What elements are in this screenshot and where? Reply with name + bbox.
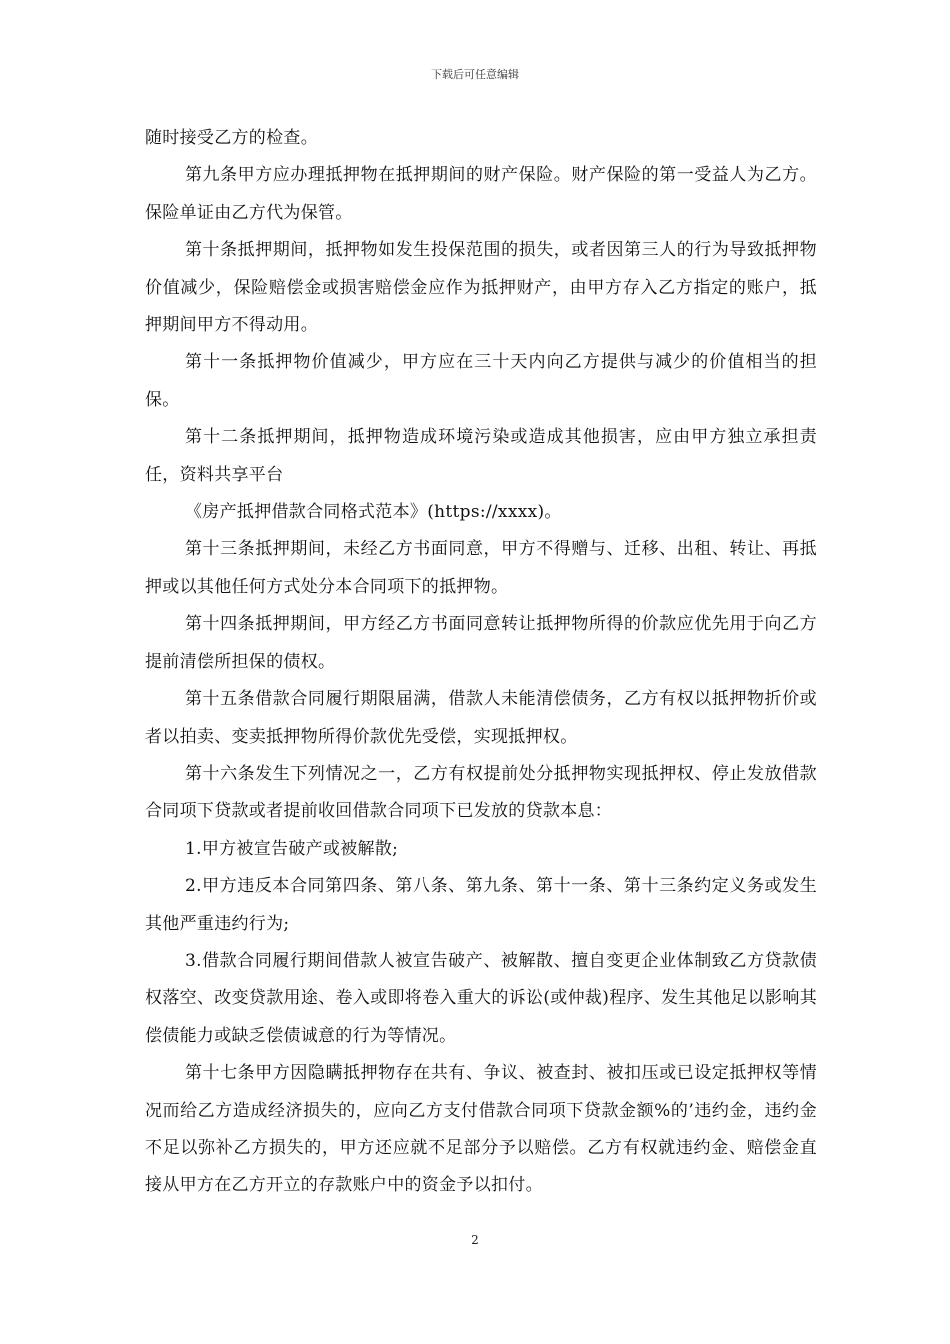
document-body (145, 120, 817, 1205)
paragraph: 第十条抵押期间，抵押物如发生投保范围的损失，或者因第三人的行为导致抵押物价值减少，保险赔偿金或损害赔偿金应作为抵押财产，由甲方存入乙方指定的账户，抵押期间甲方不得动用。 (145, 240, 817, 336)
list-item: 1.甲方被宣告破产或被解散; (185, 838, 399, 859)
page-number: 2 (471, 1233, 479, 1247)
paragraph: 第十一条抵押物价值减少，甲方应在三十天内向乙方提供与减少的价值相当的担保。 (145, 352, 817, 410)
list-item: 2.甲方违反本合同第四条、第八条、第九条、第十一条、第十三条约定义务或发生其他严重违约行为; (145, 876, 817, 934)
paragraph: 第十七条甲方因隐瞒抵押物存在共有、争议、被查封、被扣压或已设定抵押权等情况而给乙方造成经济损失的，应向乙方支付借款合同项下贷款金额%的’违约金，违约金不足以弥补乙方损失的，甲方还应就不足部分予以赔偿。乙方有权就违约金、赔偿金直接从甲方在乙方开立的存款账户中的资金予以扣付。 (145, 1063, 817, 1196)
paragraph: 第十二条抵押期间，抵押物造成环境污染或造成其他损害，应由甲方独立承担责任，资料共享平台 (145, 427, 817, 485)
paragraph: 随时接受乙方的检查。 (145, 128, 318, 148)
paragraph: 第九条甲方应办理抵押物在抵押期间的财产保险。财产保险的第一受益人为乙方。保险单证由乙方代为保管。 (145, 165, 817, 223)
paragraph: 第十三条抵押期间，未经乙方书面同意，甲方不得赠与、迁移、出租、转让、再抵押或以其他任何方式处分本合同项下的抵押物。 (145, 539, 817, 597)
paragraph-link-reference: 《房产抵押借款合同格式范本》(https://xxxx)。 (185, 502, 562, 523)
paragraph: 第十六条发生下列情况之一，乙方有权提前处分抵押物实现抵押权、停止发放借款合同项下贷款或者提前收回借款合同项下已发放的贷款本息： (145, 763, 817, 822)
page-header: 下载后可任意编辑 (431, 68, 519, 81)
paragraph: 第十五条借款合同履行期限届满，借款人未能清偿债务，乙方有权以抵押物折价或者以拍卖、变卖抵押物所得价款优先受偿，实现抵押权。 (145, 689, 817, 747)
paragraph: 第十四条抵押期间，甲方经乙方书面同意转让抵押物所得的价款应优先用于向乙方提前清偿所担保的债权。 (145, 614, 817, 672)
list-item: 3.借款合同履行期间借款人被宣告破产、被解散、擅自变更企业体制致乙方贷款债权落空、改变贷款用途、卷入或即将卷入重大的诉讼(或仲裁)程序、发生其他足以影响其偿债能力或缺乏偿债诚意的行为等情况。 (145, 950, 817, 1046)
